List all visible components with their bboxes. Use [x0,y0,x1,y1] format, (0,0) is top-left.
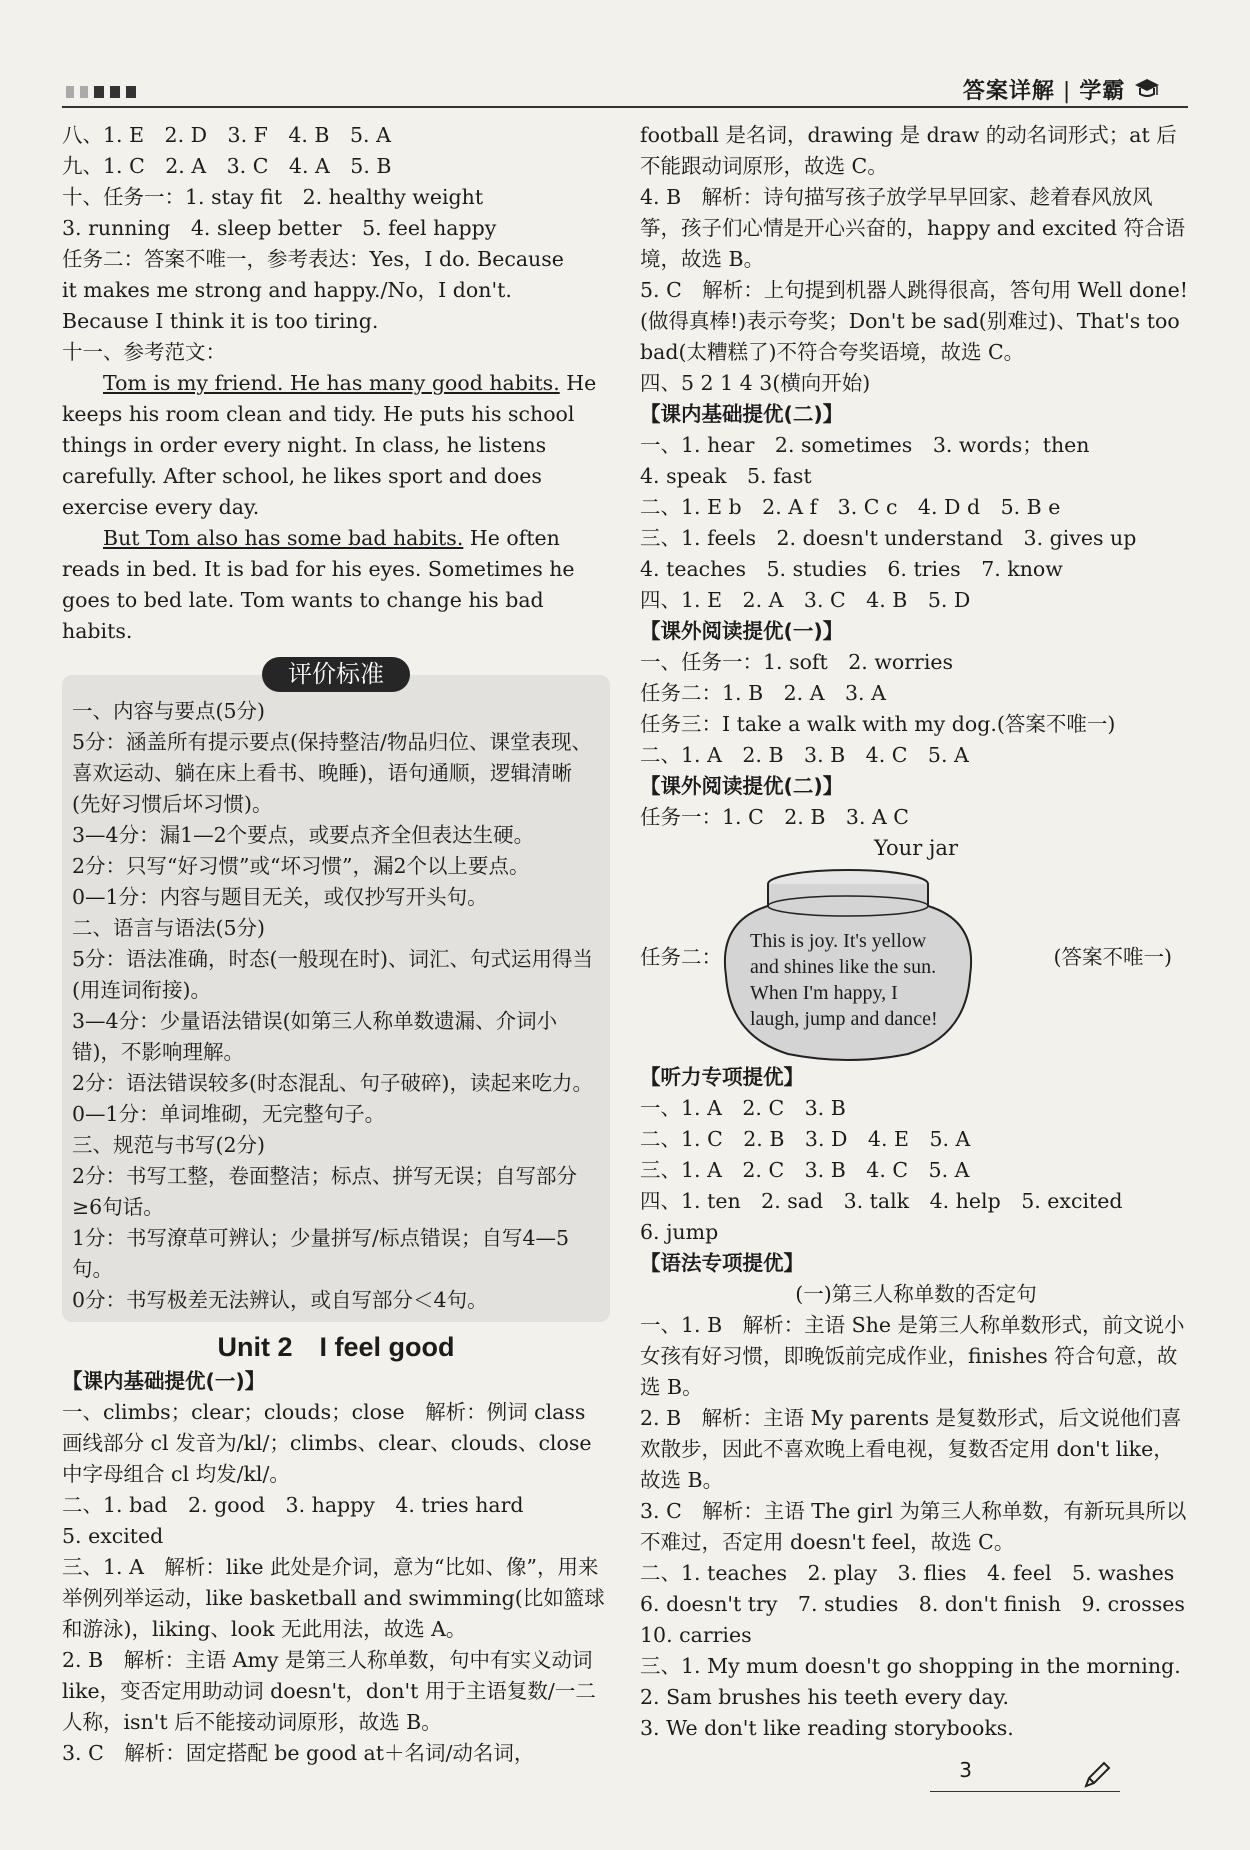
answer-line: 3. C 解析：主语 The girl 为第三人称单数，有新玩具所以不难过，否定用 doesn't feel，故选 C。 [640,1499,1187,1554]
answer-note: (答案不唯一) [1053,945,1172,969]
rubric-line: 2分：只写“好习惯”或“坏习惯”，漏2个以上要点。 [72,854,530,878]
answer-line: 三、1. A 2. C 3. B 4. C 5. A [640,1158,970,1182]
left-column [62,120,610,1769]
header-decoration [66,86,136,98]
graduation-cap-icon [1134,77,1160,101]
answer-line: 任务三：I take a walk with my dog.(答案不唯一) [640,712,1116,736]
rubric-line: 3—4分：少量语法错误(如第三人称单数遗漏、介词小错)，不影响理解。 [72,1009,558,1064]
rubric-line: 5分：涵盖所有提示要点(保持整洁/物品归位、课堂表现、喜欢运动、躺在床上看书、晚睡)，语句通顺，逻辑清晰(先好习惯后坏习惯)。 [72,730,592,816]
right-column [640,120,1192,1744]
answer-line: 二、1. teaches 2. play 3. flies 4. feel 5. washes [640,1561,1175,1585]
essay-topic-sentence: But Tom also has some bad habits. [103,526,464,550]
rubric-line: 5分：语法准确，时态(一般现在时)、词汇、句式运用得当(用连词衔接)。 [72,947,594,1002]
answer-line: 二、1. bad 2. good 3. happy 4. tries hard [62,1493,524,1517]
answer-line: 一、任务一：1. soft 2. worries [640,650,954,674]
rubric-box [62,660,610,1322]
header-title: 答案详解 | 学霸 [963,74,1160,105]
rubric-line: 3—4分：漏1—2个要点，或要点齐全但表达生硬。 [72,823,535,847]
rubric-line: 2分：书写工整，卷面整洁；标点、拼写无误；自写部分≥6句话。 [72,1164,578,1219]
rubric-line: 0—1分：内容与题目无关，或仅抄写开头句。 [72,885,488,909]
page-number: 3 [959,1758,972,1782]
answer-line: 二、1. C 2. B 3. D 4. E 5. A [640,1127,971,1151]
section-heading: 【课内基础提优(一)】 [62,1369,266,1393]
section-heading: 【课外阅读提优(二)】 [640,774,844,798]
answer-line: 八、1. E 2. D 3. F 4. B 5. A [62,123,391,147]
section-heading: 【课外阅读提优(一)】 [640,619,844,643]
answer-line: 九、1. C 2. A 3. C 4. A 5. B [62,154,392,178]
answer-line: 任务一：1. C 2. B 3. A C [640,805,909,829]
section-heading: 【语法专项提优】 [640,1251,804,1275]
answer-title: 答案详解 [962,79,1055,104]
answer-line: 5. C 解析：上句提到机器人跳得很高，答句用 Well done!(做得真棒!)表示夸奖；Don't be sad(别难过)、That's too bad(太糟糕了)不符合夸奖语境，故选 C。 [640,278,1188,364]
answer-line: 一、1. hear 2. sometimes 3. words；then [640,433,1090,457]
essay-paragraph-1 [62,368,610,523]
header-rule [62,106,1188,108]
rubric-line: 2分：语法错误较多(时态混乱、句子破碎)，读起来吃力。 [72,1071,594,1095]
answer-line: 一、1. B 解析：主语 She 是第三人称单数形式，前文说小女孩有好习惯，即晚饭前完成作业，finishes 符合句意，故选 B。 [640,1313,1185,1399]
rubric-line: 0—1分：单词堆砌，无完整句子。 [72,1102,386,1126]
essay-topic-sentence: Tom is my friend. He has many good habits. [103,371,560,395]
essay-body: He often reads in bed. It is bad for his eyes. Sometimes he goes to bed late. Tom wants to change his bad habits. [62,526,582,643]
answer-line: 十、任务一：1. stay fit 2. healthy weight [62,185,484,209]
grammar-subtitle: (一)第三人称单数的否定句 [795,1282,1037,1306]
jar-text: This is joy. It's yellow and shines like the sun. When I'm happy, I laugh, jump and dance! [750,930,938,1030]
section-heading: 【听力专项提优】 [640,1065,804,1089]
essay-body: He keeps his room clean and tidy. He puts his school things in order every night. In class, he listens carefully. After school, he likes sport and does exercise every day. [62,371,603,519]
answer-line: 三、1. feels 2. doesn't understand 3. gives up [640,526,1137,550]
rubric-line: 0分：书写极差无法辨认，或自写部分＜4句。 [72,1288,488,1312]
rubric-line: 1分：书写潦草可辨认；少量拼写/标点错误；自写4—5句。 [72,1226,570,1281]
answer-line: 十一、参考范文： [62,340,226,364]
answer-line: 6. jump [640,1220,719,1244]
answer-line: football 是名词，drawing 是 draw 的动名词形式；at 后不能跟动词原形，故选 C。 [640,123,1177,178]
jar-figure [640,866,1192,1062]
answer-line: 三、1. My mum doesn't go shopping in the morning. [640,1654,1181,1678]
answer-line: 4. B 解析：诗句描写孩子放学早早回家、趁着春风放风筝，孩子们心情是开心兴奋的，happy and excited 符合语境，故选 B。 [640,185,1186,271]
task2-label: 任务二： [640,945,722,969]
answer-line: 3. C 解析：固定搭配 be good at＋名词/动名词， [62,1741,535,1765]
answer-line: 2. B 解析：主语 My parents 是复数形式，后文说他们喜欢散步，因此不喜欢晚上看电视，复数否定用 don't like，故选 B。 [640,1406,1182,1492]
answer-line: 二、1. A 2. B 3. B 4. C 5. A [640,743,969,767]
rubric-line: 三、规范与书写(2分) [72,1133,266,1157]
answer-line: 二、1. E b 2. A f 3. C c 4. D d 5. B e [640,495,1061,519]
rubric-line: 一、内容与要点(5分) [72,699,266,723]
answer-line: 10. carries [640,1623,752,1647]
answer-line: it makes me strong and happy./No，I don't. [62,278,512,302]
answer-line: Because I think it is too tiring. [62,309,379,333]
answer-line: 一、1. A 2. C 3. B [640,1096,846,1120]
brand-name: 学霸 [1079,79,1126,104]
section-heading: 【课内基础提优(二)】 [640,402,844,426]
essay-paragraph-2 [62,523,610,647]
jar-title: Your jar [874,836,958,860]
answer-line: 4. teaches 5. studies 6. tries 7. know [640,557,1063,581]
answer-line: 6. doesn't try 7. studies 8. don't finish 9. crosses [640,1592,1185,1616]
answer-line: 2. B 解析：主语 Amy 是第三人称单数，句中有实义动词 like，变否定用助动词 doesn't，don't 用于主语复数/一二人称，isn't 后不能接动词原形，故选 B。 [62,1648,600,1734]
footer-rule [930,1791,1120,1792]
answer-line: 2. Sam brushes his teeth every day. [640,1685,1010,1709]
answer-line: 三、1. A 解析：like 此处是介词，意为“比如、像”，用来举例列举运动，like basketball and swimming(比如篮球和游泳)，liking、look 无此用法，故选 A。 [62,1555,605,1641]
answer-line: 任务二：答案不唯一，参考表达：Yes，I do. Because [62,247,564,271]
answer-line: 3. We don't like reading storybooks. [640,1716,1014,1740]
pencil-icon [1082,1760,1112,1790]
answer-line: 四、1. E 2. A 3. C 4. B 5. D [640,588,971,612]
unit-title: Unit 2 I feel good [217,1332,455,1362]
answer-line: 任务二：1. B 2. A 3. A [640,681,886,705]
answer-line: 4. speak 5. fast [640,464,812,488]
rubric-title: 评价标准 [262,657,410,692]
answer-line: 3. running 4. sleep better 5. feel happy [62,216,497,240]
answer-line: 一、climbs；clear；clouds；close 解析：例词 class 画线部分 cl 发音为/kl/；climbs、clear、clouds、close 中字母组合 cl 均发/kl/。 [62,1400,599,1486]
answer-line: 5. excited [62,1524,164,1548]
answer-line: 四、5 2 1 4 3(横向开始) [640,371,871,395]
rubric-line: 二、语言与语法(5分) [72,916,266,940]
answer-line: 四、1. ten 2. sad 3. talk 4. help 5. excited [640,1189,1123,1213]
